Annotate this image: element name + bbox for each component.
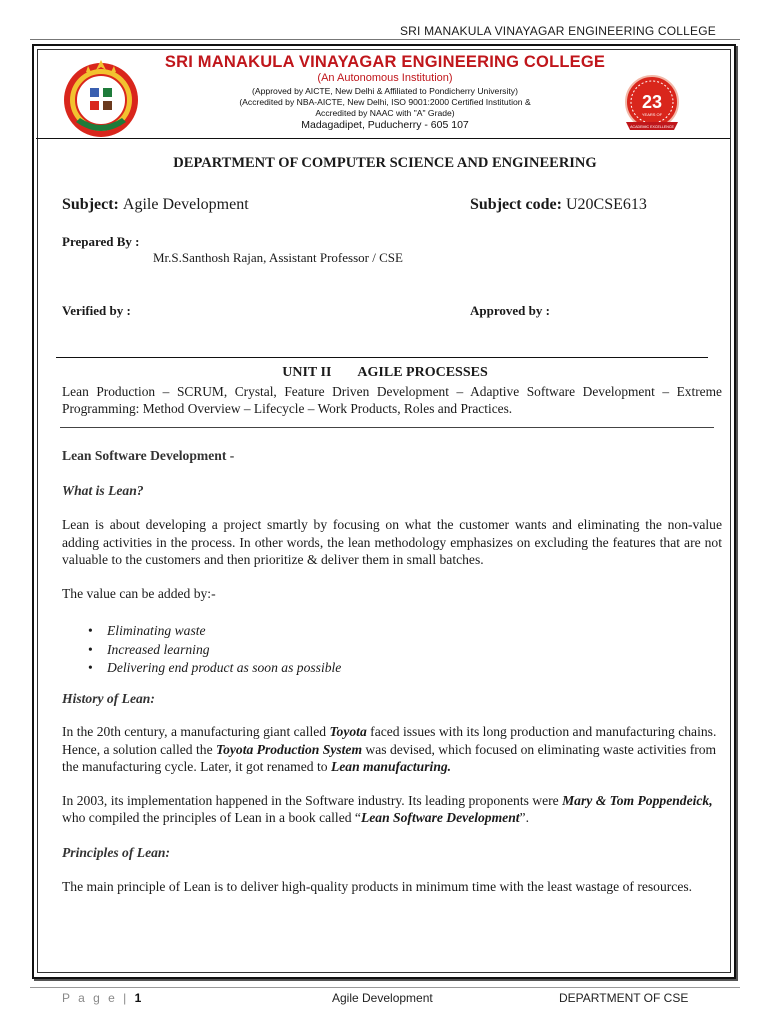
subject-label: Subject: bbox=[62, 196, 119, 213]
badge-ribbon-text: ACADEMIC EXCELLENCE bbox=[630, 125, 674, 129]
unit-title: AGILE PROCESSES bbox=[357, 365, 488, 380]
college-address: Madagadipet, Puducherry - 605 107 bbox=[301, 119, 469, 131]
department-title: DEPARTMENT OF COMPUTER SCIENCE AND ENGINEERING bbox=[173, 155, 597, 171]
college-name: SRI MANAKULA VINAYAGAR ENGINEERING COLLEGE bbox=[164, 53, 606, 71]
page-number-value: 1 bbox=[134, 991, 142, 1005]
badge-text: YEARS OF bbox=[641, 112, 663, 117]
poppendieck-emphasis: Mary & Tom Poppendeick, bbox=[562, 792, 713, 808]
value-intro: The value can be added by:- bbox=[62, 585, 216, 601]
badge-number: 23 bbox=[641, 92, 663, 112]
footer-subject: Agile Development bbox=[332, 991, 433, 1005]
principles-heading: Principles of Lean: bbox=[62, 844, 170, 860]
approved-by-label: Approved by : bbox=[470, 303, 550, 318]
verified-by-label: Verified by : bbox=[62, 303, 131, 318]
section-heading: Lean Software Development - bbox=[62, 448, 235, 463]
principles-paragraph: The main principle of Lean is to deliver high-quality products in minimum time with the least wastage of resources. bbox=[62, 879, 693, 894]
subject-code-label: Subject code: bbox=[470, 196, 562, 213]
prepared-by-label: Prepared By : bbox=[62, 234, 140, 249]
history-paragraph-1: In the 20th century, a manufacturing giant called Toyota faced issues with its long production and manufacturing chains. Hence, a solution called the Toyota Production System was devised, which focused on eliminating waste activities from the manufacturing cycle. Later, it got renamed to Lean manufacturing. bbox=[62, 724, 717, 774]
subject-code-value: U20CSE613 bbox=[565, 196, 647, 213]
unit-heading bbox=[40, 365, 730, 381]
approval-line-3: Accredited by NAAC with "A" Grade) bbox=[315, 108, 455, 118]
approval-line-1: (Approved by AICTE, New Delhi & Affiliated to Pondicherry University) bbox=[252, 86, 518, 96]
unit-divider-bottom bbox=[60, 427, 714, 428]
list-item: • Eliminating waste bbox=[62, 622, 722, 641]
unit-syllabus: Lean Production – SCRUM, Crystal, Feature Driven Development – Adaptive Software Development – Extreme Programming: Method Overview – Lifecycle – Work Products, Roles and Practices. bbox=[62, 384, 722, 416]
autonomous-tag: (An Autonomous Institution) bbox=[317, 72, 453, 84]
main-content bbox=[62, 447, 722, 896]
value-list bbox=[62, 622, 722, 678]
what-is-lean-heading: What is Lean? bbox=[62, 482, 144, 498]
lean-manufacturing-emphasis: Lean manufacturing. bbox=[330, 759, 452, 774]
accreditation-text bbox=[140, 86, 630, 119]
list-item: • Increased learning bbox=[62, 641, 722, 660]
running-header: SRI MANAKULA VINAYAGAR ENGINEERING COLLEGE bbox=[399, 24, 716, 38]
subject-line bbox=[62, 196, 249, 214]
footer-department: DEPARTMENT OF CSE bbox=[559, 991, 689, 1005]
history-paragraph-2: In 2003, its implementation happened in the Software industry. Its leading proponents were Mary & Tom Poppendeick, who compiled the principles of Lean in a book called “Lean Software Development”. bbox=[62, 792, 713, 825]
approval-line-2: (Accredited by NBA-AICTE, New Delhi, ISO 9001:2000 Certified Institution & bbox=[239, 97, 531, 107]
prepared-by-name: Mr.S.Santhosh Rajan, Assistant Professor / CSE bbox=[153, 250, 403, 265]
what-is-lean-paragraph: Lean is about developing a project smartly by focusing on what the customer wants and eliminating the non-value adding activities in the process. In other words, the lean methodology emphasizes on excluding the features that are not valuable to the customers and then prioritize & deliver them in small batches. bbox=[62, 517, 722, 567]
college-logo-icon bbox=[62, 56, 140, 140]
footer-rule bbox=[30, 987, 740, 988]
anniversary-badge-icon bbox=[622, 74, 682, 136]
unit-number: UNIT II bbox=[282, 365, 332, 380]
running-header-rule bbox=[30, 39, 740, 40]
list-item: • Delivering end product as soon as possible bbox=[62, 659, 722, 678]
page-number bbox=[62, 991, 141, 1005]
unit-divider-top bbox=[56, 357, 708, 358]
subject-code-line bbox=[470, 196, 647, 214]
letterhead-divider bbox=[36, 138, 730, 139]
book-title-emphasis: Lean Software Development bbox=[360, 810, 520, 825]
subject-value: Agile Development bbox=[122, 196, 249, 213]
toyota-emphasis: Toyota bbox=[329, 724, 367, 739]
toyota-production-system-emphasis: Toyota Production System bbox=[216, 741, 363, 757]
history-heading: History of Lean: bbox=[62, 690, 155, 706]
page-label: P a g e | bbox=[62, 991, 129, 1005]
